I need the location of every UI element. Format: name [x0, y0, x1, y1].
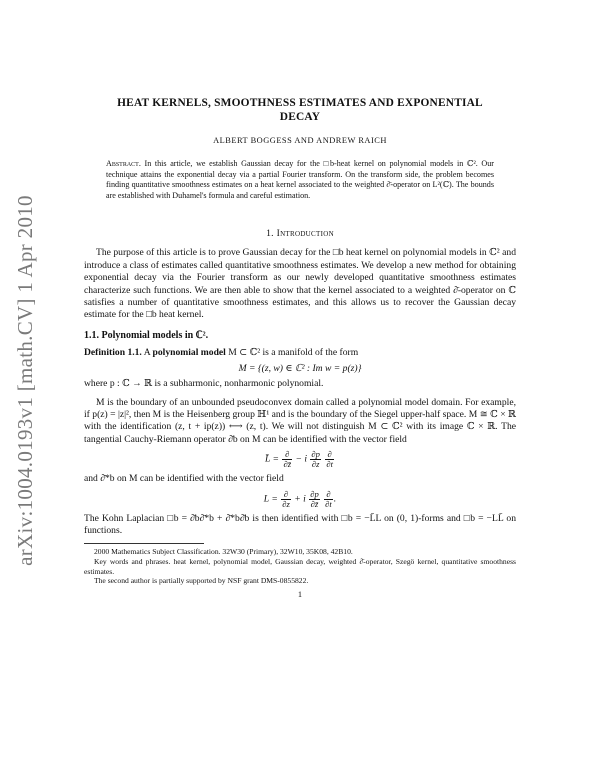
frac-den: ∂z	[311, 459, 320, 470]
frac-den: ∂z	[282, 498, 290, 509]
frac-den: ∂z̄	[283, 459, 292, 470]
frac-den: ∂t	[325, 498, 332, 509]
display-equation-l: L = $\frac{\partial}{\partial z}$ + i $\frac{\partial p}{\partial z̄}$ $\frac{\partial}{\partial t}$ .	[263, 488, 337, 509]
paper-authors: ALBERT BOGGESS AND ANDREW RAICH	[213, 136, 387, 145]
frac-den: ∂t	[326, 459, 333, 470]
display-equation-lbar	[84, 450, 516, 469]
kohn-laplacian-text: The Kohn Laplacian □b = ∂̄b∂̄*b + ∂̄*b∂̄b is then identified with □b = −L̄L on (0, 1)-forms and □b = −LL̄ on functions.	[84, 512, 516, 537]
frac-d-dt-2	[324, 490, 333, 509]
eq-lbar-lhs: L̄ =	[265, 453, 280, 465]
frac-den: ∂z̄	[310, 498, 319, 509]
frac-num: ∂	[324, 490, 333, 500]
arxiv-stamp	[8, 170, 42, 590]
intro-paragraph: The purpose of this article is to prove Gaussian decay for the □b heat kernel on polynomial models in ℂ² and introduce a class of estimates called quantitative smoothness estimates. We develop a new method for obtaining exponential decay via the Fourier transform as our newly developed quantitative smoothness estimates characterize such functions. We are then able to show that the kernel associated to a weighted ∂̄-operator on ℂ satisfies a number of quantitative smoothness estimates, and this allows us to recover the Gaussian decay estimate for the □b heat kernel.	[84, 247, 516, 321]
abstract	[106, 159, 494, 201]
frac-dp-dzbar	[309, 490, 320, 509]
page-number: 1	[297, 589, 303, 599]
footnotes	[84, 547, 516, 585]
model-paragraph: M is the boundary of an unbounded pseudoconvex domain called a polynomial model domain. For example, if p(z) = |z|², then M is the Heisenberg group ℍ¹ and is the boundary of the Siegel upper-half space. M ≅ ℂ × ℝ with the identification (z, t + ip(z)) ⟷ (z, t). We will not distinguish M ⊂ ℂ² with its image ℂ × ℝ. The tangential Cauchy-Riemann operator ∂̄b on M can be identified with the vector field	[84, 396, 516, 445]
definition	[84, 347, 516, 359]
frac-d-dzbar	[282, 450, 292, 469]
definition-label: Definition 1.1.	[84, 346, 142, 358]
eq-plus-i: + i	[294, 493, 306, 505]
subsection-heading: 1.1. Polynomial models in ℂ².	[84, 329, 209, 341]
definition-term: polynomial model	[152, 346, 226, 358]
abstract-label: Abstract.	[106, 159, 141, 168]
eq-minus-i: − i	[295, 453, 307, 465]
definition-after-text: where p : ℂ → ℝ is a subharmonic, nonharmonic polynomial.	[84, 378, 324, 390]
eq-l-lhs: L =	[263, 493, 278, 505]
paper-page	[84, 96, 516, 599]
section-heading-introduction: 1. Introduction	[266, 228, 334, 240]
frac-num: ∂p	[310, 488, 319, 499]
frac-d-dt	[325, 450, 334, 469]
frac-num: ∂	[282, 450, 292, 460]
abstract-text: In this article, we establish Gaussian decay for the □b-heat kernel on polynomial models in ℂ². Our technique attains the exponential decay via a partial Fourier transform. On the transform side, the problem becomes finding quantitative smoothness estimates on a heat kernel associated to the weighted ∂̄-operator on L²(ℂ). The bounds are established with Duhamel's formula and careful estimation.	[106, 159, 494, 200]
display-equation-model: M = {(z, w) ∈ ℂ² : Im w = p(z)}	[238, 363, 362, 375]
frac-num: ∂	[281, 490, 291, 500]
definition-text-a: A	[143, 346, 151, 358]
footnote-rule	[84, 543, 204, 544]
arxiv-stamp-text: arXiv:1004.0193v1 [math.CV] 1 Apr 2010	[12, 194, 37, 566]
frac-d-dz	[281, 490, 291, 509]
paper-title: HEAT KERNELS, SMOOTHNESS ESTIMATES AND EXPONENTIAL DECAY	[117, 97, 483, 123]
frac-num: ∂	[325, 450, 334, 460]
frac-num: ∂p	[311, 449, 320, 460]
footnote-support: The second author is partially supported by NSF grant DMS-0855822.	[94, 576, 309, 586]
frac-dp-dz	[310, 450, 321, 469]
footnote-msc: 2000 Mathematics Subject Classification. 32W30 (Primary), 32W10, 35K08, 42B10.	[94, 547, 353, 557]
footnote-keywords: Key words and phrases. heat kernel, polynomial model, Gaussian decay, weighted ∂̄-operator, Szegö kernel, quantitative smoothness estimates.	[84, 557, 516, 576]
and-text: and ∂̄*b on M can be identified with the vector field	[84, 473, 284, 485]
definition-text-b: M ⊂ ℂ² is a manifold of the form	[228, 346, 359, 358]
